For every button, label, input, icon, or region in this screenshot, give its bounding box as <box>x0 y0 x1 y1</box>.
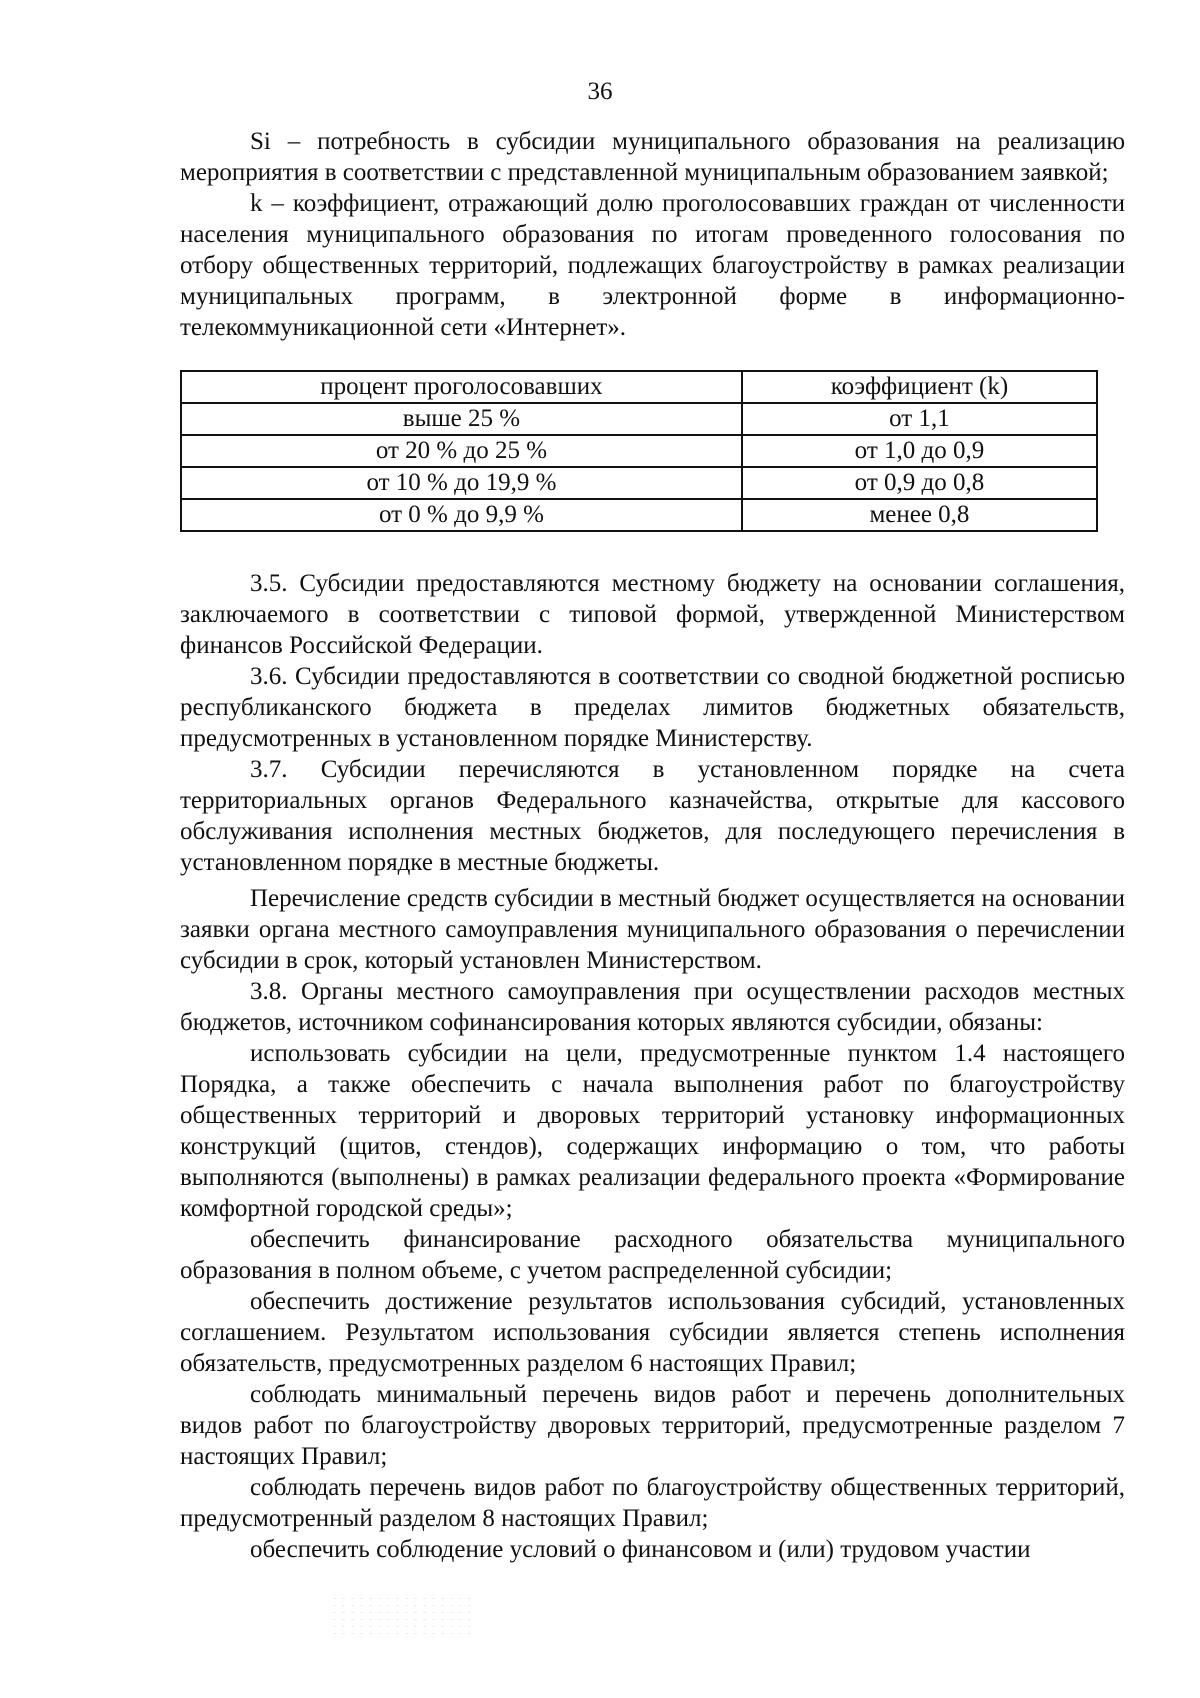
paragraph-3-5: 3.5. Субсидии предоставляются местному бюджету на основании соглашения, заключаемого в соответствии с типовой формой, утвержденной Министерством финансов Российской Федерации. <box>180 570 1125 659</box>
definition-k: k – коэффициент, отражающий долю проголосовавших граждан от численности населения муниципального образования по итогам проведенного голосования по отбору общественных территорий, подлежащих благоустройству в рамках реализации муниципальных программ, в электронной форме в информационно-телекоммуникационной сети «Интернет». <box>180 190 1125 341</box>
table-header-cell: процент проголосовавших <box>181 371 742 403</box>
obligation-results: обеспечить достижение результатов использования субсидий, установленных соглашением. Результатом использования субсидии является степень исполнения обязательств, предусмотренных разделом 6 настоящих Правил; <box>180 1288 1125 1377</box>
definition-si: Si – потребность в субсидии муниципального образования на реализацию мероприятия в соответствии с представленной муниципальным образованием заявкой; <box>180 128 1125 186</box>
paragraph-3-7: 3.7. Субсидии перечисляются в установленном порядке на счета территориальных органов Федерального казначейства, открытые для кассового обслуживания исполнения местных бюджетов, для последующего перечисления в установленном порядке в местные бюджеты. <box>180 756 1125 876</box>
table-row <box>181 499 1097 531</box>
table-header-row <box>181 371 1097 403</box>
table-row <box>181 467 1097 499</box>
table-cell: от 0,9 до 0,8 <box>742 467 1097 499</box>
obligation-participation: обеспечить соблюдение условий о финансовом и (или) трудовом участии <box>250 1536 1031 1563</box>
table-cell: от 0 % до 9,9 % <box>181 499 742 531</box>
table-cell: от 10 % до 19,9 % <box>181 467 742 499</box>
obligation-courtyard-works: соблюдать минимальный перечень видов работ и перечень дополнительных видов работ по благоустройству дворовых территорий, предусмотренные разделом 7 настоящих Правил; <box>180 1381 1125 1470</box>
obligation-public-works: соблюдать перечень видов работ по благоустройству общественных территорий, предусмотренный разделом 8 настоящих Правил; <box>180 1474 1125 1532</box>
obligation-financing: обеспечить финансирование расходного обязательства муниципального образования в полном объеме, с учетом распределенной субсидии; <box>180 1226 1125 1284</box>
paragraph-transfer: Перечисление средств субсидии в местный бюджет осуществляется на основании заявки органа местного самоуправления муниципального образования о перечислении субсидии в срок, который установлен Министерством. <box>180 885 1125 974</box>
table-cell: от 20 % до 25 % <box>181 435 742 467</box>
table-cell: от 1,1 <box>742 403 1097 435</box>
paragraph-3-8: 3.8. Органы местного самоуправления при осуществлении расходов местных бюджетов, источником софинансирования которых являются субсидии, обязаны: <box>180 978 1125 1036</box>
table-row <box>181 403 1097 435</box>
paragraph-3-6: 3.6. Субсидии предоставляются в соответствии со сводной бюджетной росписью республиканского бюджета в пределах лимитов бюджетных обязательств, предусмотренных в установленном порядке Министерству. <box>180 663 1125 752</box>
obligation-use-subsidies: использовать субсидии на цели, предусмотренные пунктом 1.4 настоящего Порядка, а также обеспечить с начала выполнения работ по благоустройству общественных территорий и дворовых территорий установку информационных конструкций (щитов, стендов), содержащих информацию о том, что работы выполняются (выполнены) в рамках реализации федерального проекта «Формирование комфортной городской среды»; <box>180 1040 1125 1222</box>
scan-noise <box>330 1595 470 1635</box>
page-number: 36 <box>587 78 613 105</box>
table-row <box>181 435 1097 467</box>
document-body <box>180 126 1125 1565</box>
table-cell: от 1,0 до 0,9 <box>742 435 1097 467</box>
table-cell: выше 25 % <box>181 403 742 435</box>
coefficient-table <box>180 370 1098 532</box>
table-cell: менее 0,8 <box>742 499 1097 531</box>
table-header-cell: коэффициент (k) <box>742 371 1097 403</box>
